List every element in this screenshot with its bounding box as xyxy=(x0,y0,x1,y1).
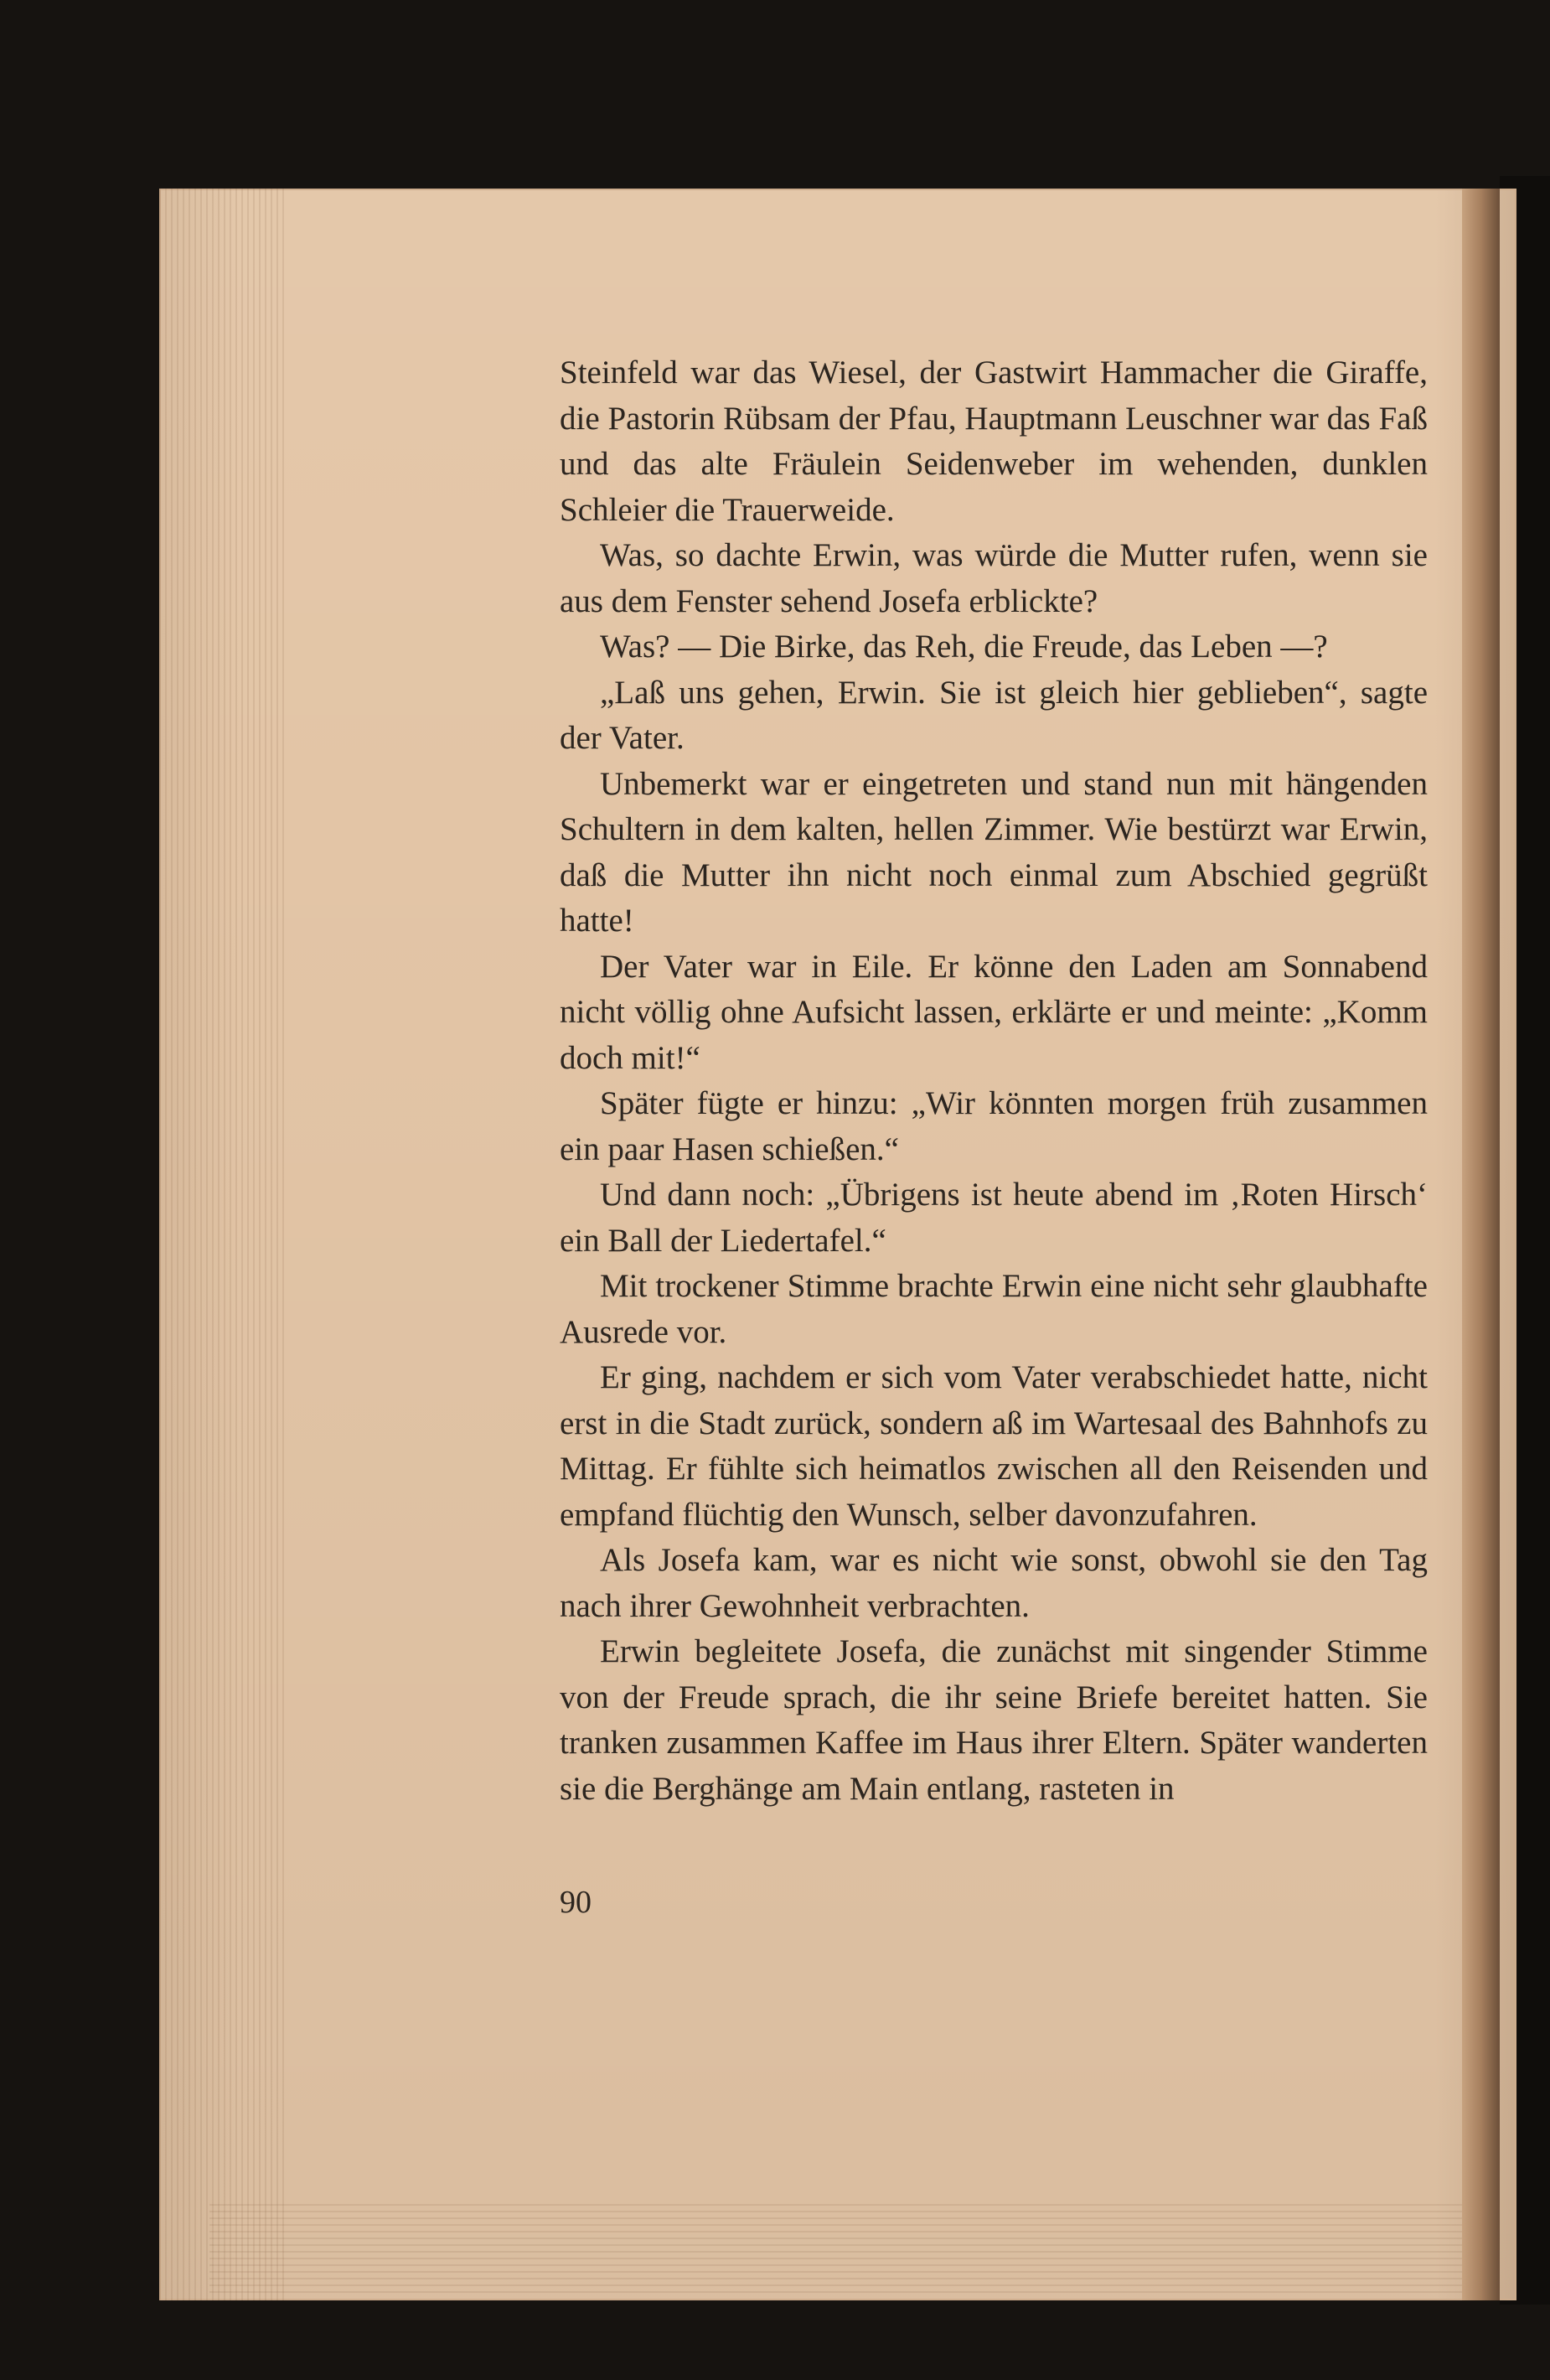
paragraph-7: Später fügte er hinzu: „Wir könnten morgen früh zusammen ein paar Hasen schießen.“ xyxy=(560,1085,1428,1167)
paragraph-6: Der Vater war in Eile. Er könne den Laden am Sonnabend nicht völlig ohne Aufsicht lassen, erklärte er und meinte: „Komm doch mit!“ xyxy=(560,948,1428,1076)
paragraph-12: Erwin begleitete Josefa, die zunächst mit singender Stimme von der Freude sprach, die ihr seine Briefe bereitet hatten. Sie tranken zusammen Kaffee im Haus ihrer Eltern. Später wanderten sie die Berghänge am Main entlang, rasteten in xyxy=(560,1633,1428,1807)
paragraph-1: Steinfeld war das Wiesel, der Gastwirt Hammacher die Giraffe, die Pastorin Rübsam der Pfau, Hauptmann Leuschner war das Faß und das alte Fräulein Seidenweber im wehenden, dunklen Schleier die Trauerweide. xyxy=(560,354,1428,528)
paragraph-8: Und dann noch: „Übrigens ist heute abend im ‚Roten Hirsch‘ ein Ball der Liedertafel.“ xyxy=(560,1177,1428,1259)
body-text xyxy=(560,350,1428,1812)
paragraph-3: Was? — Die Birke, das Reh, die Freude, das Leben —? xyxy=(600,629,1328,665)
paragraph-5: Unbemerkt war er eingetreten und stand nun mit hängenden Schultern in dem kalten, hellen Zimmer. Wie bestürzt war Erwin, daß die Mutter ihn nicht noch einmal zum Abschied gegrüßt hatte! xyxy=(560,765,1428,939)
paragraph-11: Als Josefa kam, war es nicht wie sonst, obwohl sie den Tag nach ihrer Gewohnheit verbrachten. xyxy=(560,1542,1428,1624)
book-gutter xyxy=(1462,189,1500,2300)
paragraph-2: Was, so dachte Erwin, was würde die Mutter rufen, wenn sie aus dem Fenster sehend Josefa erblickte? xyxy=(560,537,1428,619)
paragraph-9: Mit trockener Stimme brachte Erwin eine nicht sehr glaubhafte Ausrede vor. xyxy=(560,1268,1428,1350)
page-edges-bottom xyxy=(209,2204,1483,2296)
paragraph-4: „Laß uns gehen, Erwin. Sie ist gleich hier geblieben“, sagte der Vater. xyxy=(560,674,1428,756)
page-edges-left xyxy=(159,189,285,2300)
paragraph-10: Er ging, nachdem er sich vom Vater verabschiedet hatte, nicht erst in die Stadt zurück, sondern aß im Wartesaal des Bahnhofs zu Mittag. Er fühlte sich heimatlos zwischen all den Reisenden und empfand flüchtig den Wunsch, selber davonzufahren. xyxy=(560,1359,1428,1533)
page-number: 90 xyxy=(560,1885,592,1920)
